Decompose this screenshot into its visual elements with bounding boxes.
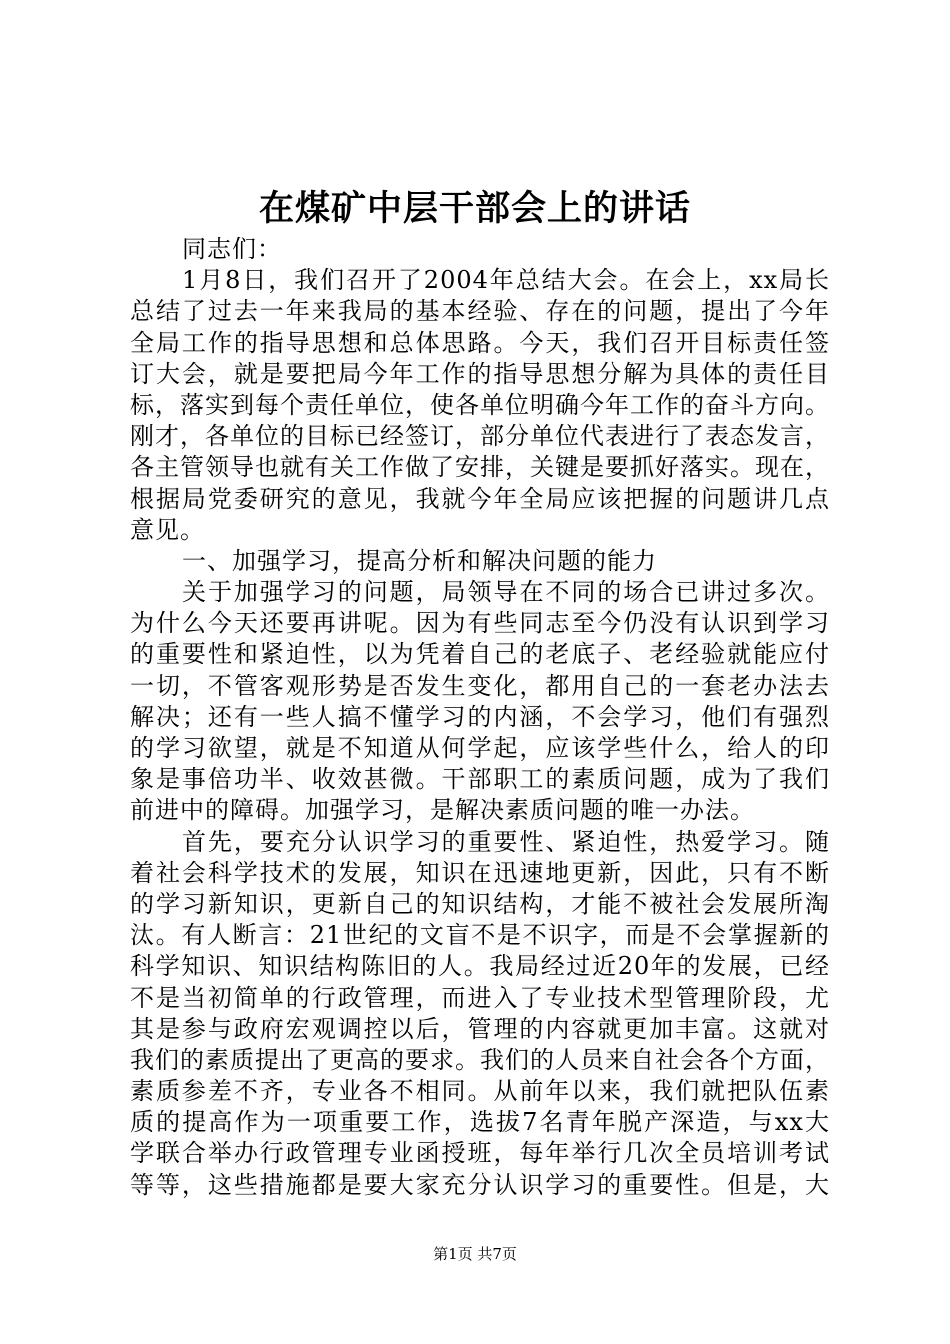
text-line: 关于加强学习的问题，局领导在不同的场合已讲过多次。 [182, 578, 830, 607]
text-line: 着社会科学技术的发展，知识在迅速地更新，因此，只有不断 [130, 858, 830, 887]
text-line: 我们的素质提出了更高的要求。我们的人员来自社会各个方面， [130, 1045, 830, 1074]
document-body [130, 234, 830, 1201]
text-line: 订大会，就是要把局今年工作的指导思想分解为具体的责任目 [130, 359, 830, 388]
text-line: 一、加强学习，提高分析和解决问题的能力 [182, 546, 657, 575]
text-line: 标，落实到每个责任单位，使各单位明确今年工作的奋斗方向。 [130, 390, 830, 419]
text-line: 不是当初简单的行政管理，而进入了专业技术型管理阶段，尤 [130, 983, 830, 1012]
text-line: 首先，要充分认识学习的重要性、紧迫性，热爱学习。随 [182, 827, 830, 856]
text-line: 等等，这些措施都是要大家充分认识学习的重要性。但是，大 [130, 1170, 830, 1199]
text-line: 的学习欲望，就是不知道从何学起，应该学些什么，给人的印 [130, 734, 830, 762]
text-line: 1月8日，我们召开了2004年总结大会。在会上，xx局长 [182, 266, 830, 295]
text-line: 为什么今天还要再讲呢。因为有些同志至今仍没有认识到学习 [130, 609, 830, 638]
page-footer: 第1页 共7页 [433, 1245, 517, 1263]
text-line: 一切，不管客观形势是否发生变化，都用自己的一套老办法去 [130, 671, 830, 700]
text-line: 象是事倍功半、收效甚微。干部职工的素质问题，成为了我们 [130, 765, 830, 794]
document-title: 在煤矿中层干部会上的讲话 [258, 188, 691, 229]
text-line: 学联合举办行政管理专业函授班，每年举行几次全员培训考试 [130, 1139, 830, 1168]
text-line: 前进中的障碍。加强学习，是解决素质问题的唯一办法。 [130, 796, 755, 825]
text-line: 全局工作的指导思想和总体思路。今天，我们召开目标责任签 [130, 328, 830, 357]
text-line: 总结了过去一年来我局的基本经验、存在的问题，提出了今年 [130, 297, 830, 326]
text-line: 素质参差不齐，专业各不相同。从前年以来，我们就把队伍素 [130, 1077, 830, 1106]
text-line: 汰。有人断言：21世纪的文盲不是不识字，而是不会掌握新的 [130, 921, 830, 950]
text-line: 其是参与政府宏观调控以后，管理的内容就更加丰富。这就对 [130, 1014, 830, 1043]
text-line: 的重要性和紧迫性，以为凭着自己的老底子、老经验就能应付 [130, 640, 830, 669]
text-line: 同志们： [182, 235, 282, 263]
text-line: 根据局党委研究的意见，我就今年全局应该把握的问题讲几点 [130, 484, 830, 513]
text-line: 科学知识、知识结构陈旧的人。我局经过近20年的发展，已经 [130, 952, 830, 981]
text-line: 意见。 [130, 515, 205, 544]
text-line: 各主管领导也就有关工作做了安排，关键是要抓好落实。现在， [130, 453, 830, 482]
text-line: 质的提高作为一项重要工作，选拔7名青年脱产深造，与xx大 [130, 1108, 830, 1137]
text-line: 刚才，各单位的目标已经签订，部分单位代表进行了表态发言， [130, 422, 830, 451]
text-line: 的学习新知识，更新自己的知识结构，才能不被社会发展所淘 [130, 889, 830, 918]
text-line: 解决；还有一些人搞不懂学习的内涵，不会学习，他们有强烈 [130, 702, 830, 731]
